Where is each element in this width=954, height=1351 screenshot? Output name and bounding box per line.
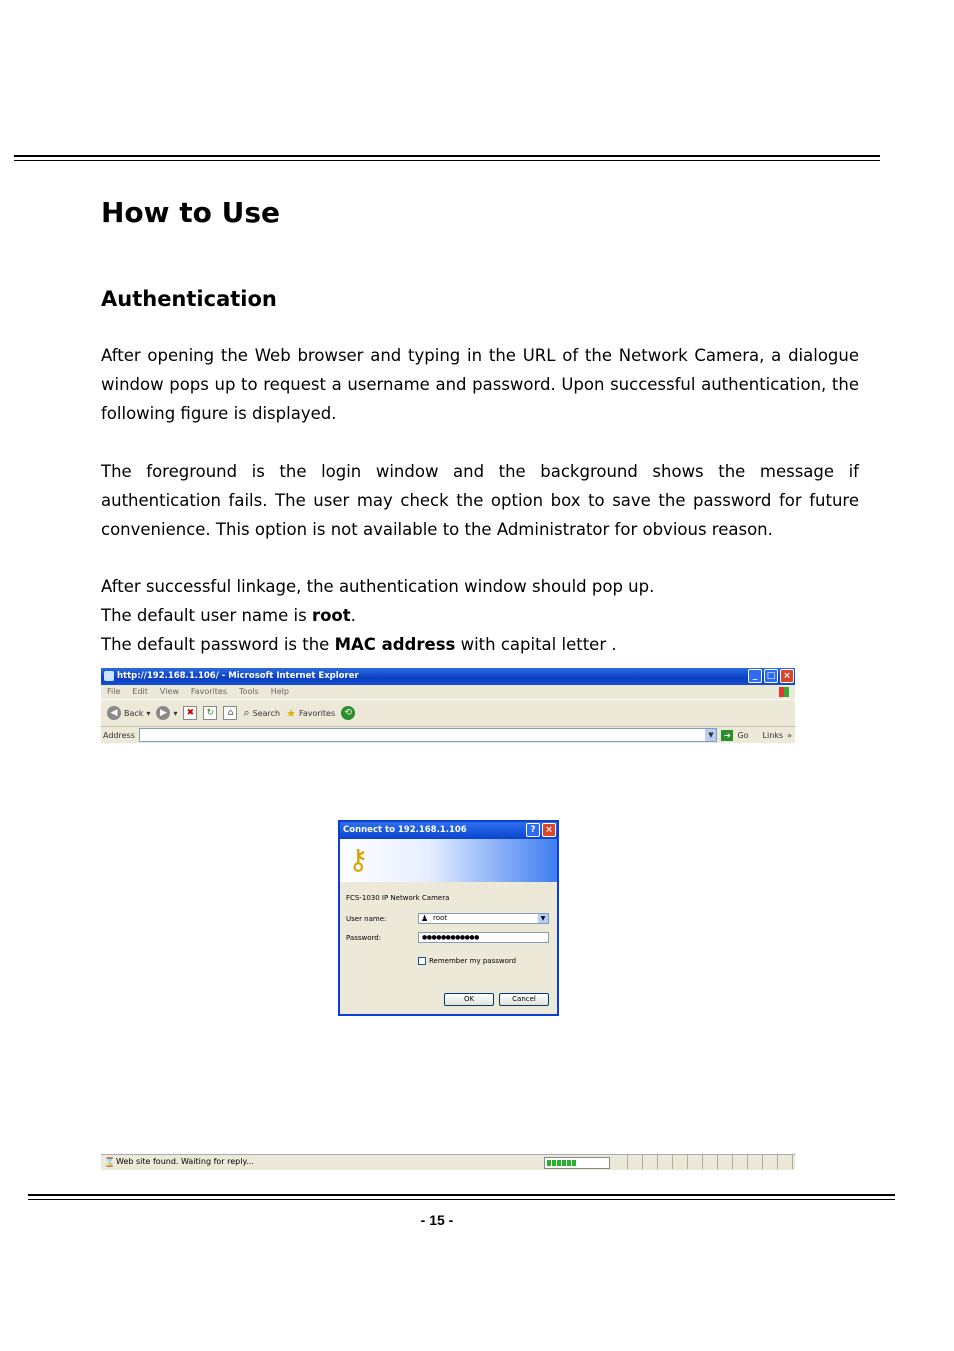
help-icon[interactable]: ?: [526, 823, 540, 837]
minimize-icon[interactable]: _: [748, 669, 762, 683]
username-label: User name:: [346, 915, 387, 923]
default-credentials: [101, 572, 859, 659]
menu-help[interactable]: Help: [270, 687, 289, 696]
browser-title: http://192.168.1.106/ - Microsoft Internet Explorer: [117, 671, 359, 681]
dialog-banner: [340, 839, 557, 882]
stop-icon[interactable]: ✖: [183, 706, 197, 720]
dialog-controls: [526, 823, 556, 837]
chevron-down-icon[interactable]: ▼: [538, 914, 548, 923]
status-text: Web site found. Waiting for reply...: [116, 1157, 254, 1166]
favorites-button[interactable]: [286, 707, 335, 720]
forward-button[interactable]: [156, 706, 177, 720]
menu-edit[interactable]: Edit: [132, 687, 148, 696]
menu-file[interactable]: File: [107, 687, 121, 696]
top-rule: [14, 155, 880, 161]
go-arrow-icon[interactable]: ➔: [721, 730, 733, 741]
search-button[interactable]: [243, 706, 280, 720]
search-label: Search: [252, 708, 281, 718]
login-dialog: [338, 820, 559, 1016]
remember-password-checkbox[interactable]: [418, 957, 516, 965]
cancel-button[interactable]: Cancel: [499, 993, 549, 1006]
browser-menu-bar: [101, 685, 795, 699]
go-label[interactable]: Go: [737, 730, 749, 740]
maximize-icon[interactable]: □: [764, 669, 778, 683]
chevron-down-icon[interactable]: ▼: [705, 729, 716, 741]
section-heading: Authentication: [101, 287, 277, 311]
address-label: Address: [103, 730, 135, 740]
password-field[interactable]: [418, 932, 549, 943]
dialog-body: [340, 882, 557, 1012]
chevron-down-icon: ▾: [173, 708, 178, 718]
linkage-line: After successful linkage, the authentication window should pop up.: [101, 577, 655, 596]
address-input[interactable]: [139, 728, 718, 742]
history-icon[interactable]: ⟲: [341, 706, 355, 720]
refresh-icon[interactable]: ↻: [203, 706, 217, 720]
username-value: root: [433, 914, 448, 922]
back-arrow-icon: ◀: [107, 706, 121, 720]
menu-tools[interactable]: Tools: [239, 687, 259, 696]
window-controls: [748, 669, 794, 683]
back-label: Back: [124, 708, 144, 718]
paragraph-intro: After opening the Web browser and typing in the URL of the Network Camera, a dialogue window pops up to request a username and password. Upon successful authentication, the following figure is displayed.: [101, 346, 859, 423]
hourglass-icon: ⌛: [104, 1158, 116, 1168]
star-icon: ★: [286, 706, 296, 720]
password-value: ●●●●●●●●●●●●: [422, 934, 479, 941]
paragraph-foreground: The foreground is the login window and the background shows the message if authentication fails. The user may check the option box to save the password for future convenience. This option is not available to the Administrator for obvious reason.: [101, 462, 859, 539]
dialog-title-bar: [340, 822, 557, 839]
search-icon: ⌕: [243, 706, 250, 719]
ok-button[interactable]: OK: [444, 993, 494, 1006]
username-line: [101, 601, 859, 630]
back-button[interactable]: [107, 706, 150, 720]
password-line: [101, 630, 859, 659]
double-chevron-icon[interactable]: »: [787, 730, 792, 740]
remember-label: Remember my password: [429, 957, 517, 965]
keys-icon: ⚷: [348, 843, 369, 876]
address-bar: [101, 727, 795, 743]
password-label: Password:: [346, 934, 382, 942]
chevron-down-icon: ▾: [146, 708, 151, 718]
username-line-prefix: The default user name is: [101, 606, 312, 625]
browser-window: [101, 668, 795, 744]
checkbox-box[interactable]: [418, 957, 426, 965]
status-panes: [613, 1155, 793, 1169]
page-heading: How to Use: [101, 196, 281, 229]
forward-arrow-icon: ▶: [156, 706, 170, 720]
password-line-prefix: The default password is the: [101, 635, 335, 654]
page-number: - 15 -: [420, 1212, 454, 1228]
browser-toolbar: [101, 699, 795, 727]
links-label[interactable]: Links: [762, 730, 784, 740]
menu-view[interactable]: View: [159, 687, 179, 696]
username-line-suffix: .: [350, 606, 356, 625]
menu-favorites[interactable]: Favorites: [190, 687, 228, 696]
close-icon[interactable]: ×: [780, 669, 794, 683]
user-icon: ♟: [421, 914, 429, 923]
home-icon[interactable]: ⌂: [223, 706, 237, 720]
progress-bar: [544, 1157, 610, 1169]
username-field[interactable]: [418, 913, 549, 924]
default-username: root: [311, 606, 351, 625]
close-icon[interactable]: ×: [542, 823, 556, 837]
favorites-label: Favorites: [298, 708, 336, 718]
progress-fill: [547, 1160, 576, 1166]
camera-name: FCS-1030 IP Network Camera: [346, 894, 450, 902]
dialog-title: Connect to 192.168.1.106: [343, 825, 467, 835]
browser-title-bar: [101, 668, 795, 685]
browser-status-bar: [101, 1154, 795, 1170]
bottom-rule: [28, 1194, 895, 1200]
windows-flag-icon: [779, 687, 789, 697]
default-password-text: MAC address: [334, 635, 456, 654]
ie-page-icon: [104, 671, 114, 681]
password-line-suffix: with capital letter .: [455, 635, 617, 654]
